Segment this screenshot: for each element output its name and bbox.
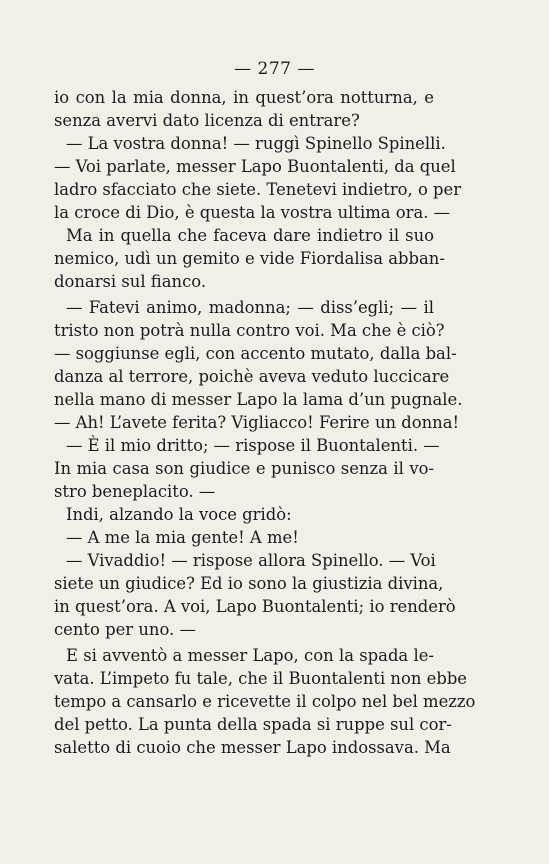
text-line: cento per uno. —	[54, 620, 196, 639]
text-line: senza avervi dato licenza di entrare?	[54, 111, 360, 130]
text-line: siete un giudice? Ed io sono la giustizia divina,	[54, 574, 444, 593]
text-line: saletto di cuoio che messer Lapo indossava. Ma	[54, 738, 451, 757]
text-line: ladro sfacciato che siete. Tenetevi indietro, o per	[54, 180, 462, 199]
text-line: io con la mia donna, in quest’ora notturna, e	[54, 88, 434, 107]
text-line: danza al terrore, poichè aveva veduto luccicare	[54, 367, 450, 386]
text-line: tempo a cansarlo e ricevette il colpo nel bel mezzo	[54, 692, 476, 711]
text-line: — Voi parlate, messer Lapo Buontalenti, da quel	[54, 157, 456, 176]
text-line: — Ah! L’avete ferita? Vigliacco! Ferire un donna!	[54, 413, 460, 432]
text-line: — Vivaddio! — rispose allora Spinello. — Voi	[66, 551, 436, 570]
text-line: nemico, udì un gemito e vide Fiordalisa abban-	[54, 249, 445, 268]
text-line: — È il mio dritto; — rispose il Buontalenti. —	[66, 436, 440, 455]
text-line: Ma in quella che faceva dare indietro il suo	[66, 226, 434, 245]
text-line: In mia casa son giudice e punisco senza il vo-	[54, 459, 434, 478]
text-line: vata. L’impeto fu tale, che il Buontalenti non ebbe	[54, 669, 468, 688]
text-line: — soggiunse egli, con accento mutato, dalla bal-	[54, 344, 457, 363]
text-line: nella mano di messer Lapo la lama d’un pugnale.	[54, 390, 463, 409]
text-line: E si avventò a messer Lapo, con la spada le-	[66, 646, 434, 665]
text-line: in quest’ora. A voi, Lapo Buontalenti; io renderò	[54, 597, 456, 616]
body-text	[54, 86, 476, 759]
page-number: — 277 —	[234, 59, 315, 79]
text-line: del petto. La punta della spada si ruppe sul cor-	[54, 715, 452, 734]
text-line: — A me la mia gente! A me!	[66, 528, 299, 547]
text-line: Indi, alzando la voce gridò:	[66, 505, 292, 524]
text-line: donarsi sul fianco.	[54, 272, 207, 291]
text-line: la croce di Dio, è questa la vostra ultima ora. —	[54, 203, 451, 222]
text-line: — Fatevi animo, madonna; — diss’egli; — il	[66, 298, 434, 317]
text-line: tristo non potrà nulla contro voi. Ma che è ciò?	[54, 321, 445, 340]
text-line: stro beneplacito. —	[54, 482, 216, 501]
text-line: — La vostra donna! — ruggì Spinello Spinelli.	[66, 134, 446, 153]
